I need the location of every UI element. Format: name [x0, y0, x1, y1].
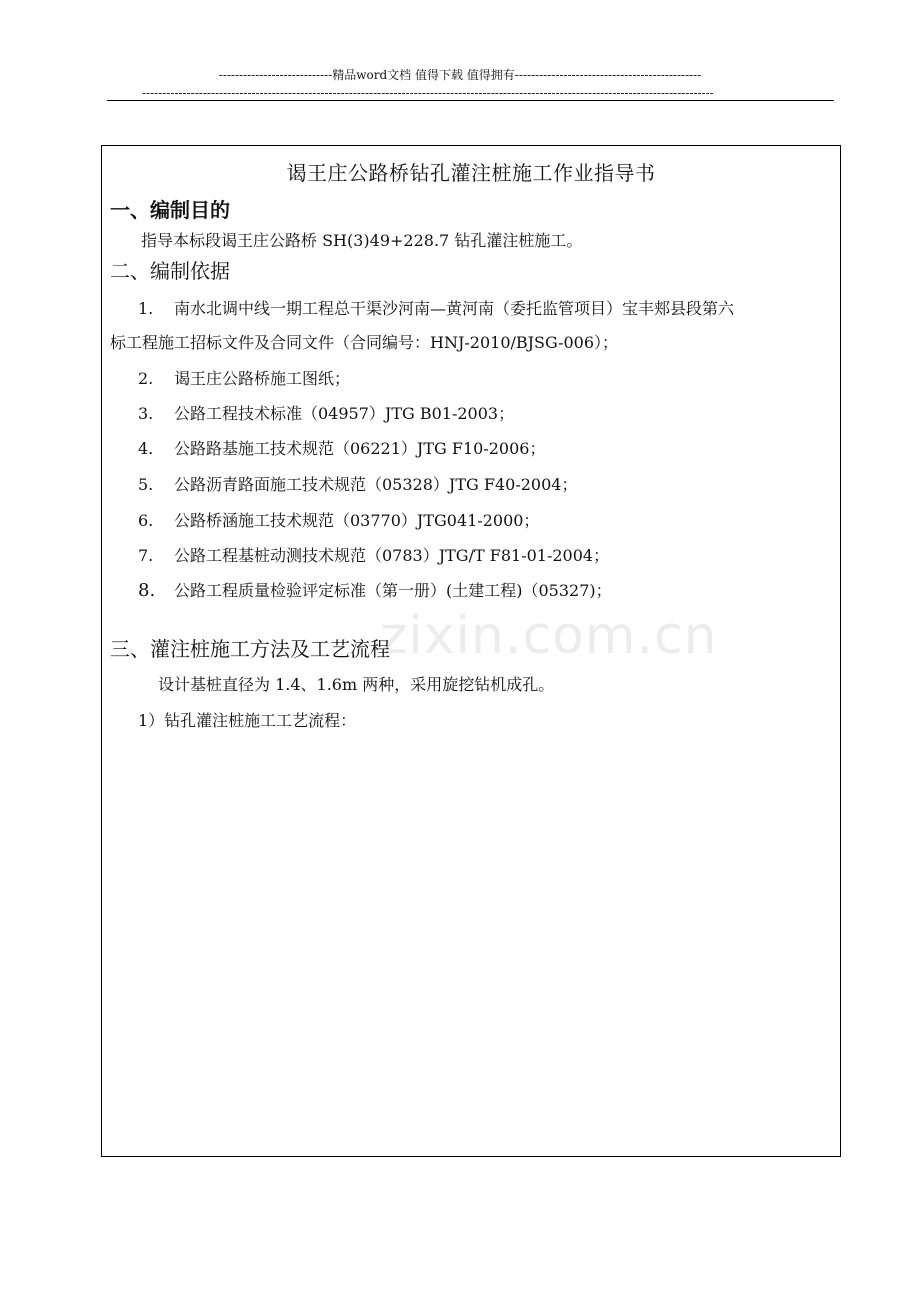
reference-item-4	[138, 436, 545, 459]
item-text: 公路桥涵施工技术规范（03770）JTG041-2000；	[174, 511, 540, 530]
item-text: 公路沥青路面施工技术规范（05328）JTG F40-2004；	[174, 475, 578, 494]
item-text: 谒王庄公路桥施工图纸；	[174, 369, 351, 388]
item-text: 南水北调中线一期工程总干渠沙河南—黄河南（委托监管项目）宝丰郏县段第六	[174, 299, 735, 318]
watermark-text: zixin.com.cn	[380, 606, 718, 666]
section-3-subheading: 1）钻孔灌注桩施工工艺流程：	[138, 711, 357, 730]
item-number: 5.	[138, 475, 154, 494]
page-header-dash-line: ---------------------------------------------------------------------------------------------------------------------------------------------	[142, 86, 714, 100]
section-3-heading: 三、灌注桩施工方法及工艺流程	[110, 637, 390, 661]
item-number: 6.	[138, 511, 154, 530]
header-rule	[107, 100, 834, 101]
item-number: 1.	[138, 299, 154, 318]
reference-item-3	[138, 401, 514, 424]
item-number: 8.	[138, 580, 156, 601]
page-header-banner: ----------------------------精品word文档 值得下载 值得拥有----------------------------------------------	[218, 68, 702, 82]
reference-item-1-line-2: 标工程施工招标文件及合同文件（合同编号：HNJ-2010/BJSG-006）；	[110, 333, 619, 352]
reference-item-2	[138, 366, 350, 389]
item-text: 公路工程基桩动测技术规范（0783）JTG/T F81-01-2004；	[174, 546, 610, 565]
reference-item-1-line-1	[138, 296, 734, 319]
section-2-heading: 二、编制依据	[110, 259, 230, 283]
item-text: 公路工程技术标准（04957）JTG B01-2003；	[174, 404, 515, 423]
item-number: 2.	[138, 369, 154, 388]
item-number: 3.	[138, 404, 154, 423]
section-1-text: 指导本标段谒王庄公路桥 SH(3)49+228.7 钻孔灌注桩施工。	[141, 231, 583, 250]
item-text: 公路工程质量检验评定标准（第一册）(土建工程)（05327)；	[174, 581, 612, 600]
section-1-heading: 一、编制目的	[110, 198, 230, 222]
reference-item-5	[138, 472, 577, 495]
reference-item-8	[138, 578, 612, 601]
reference-item-7	[138, 543, 609, 566]
section-3-text: 设计基桩直径为 1.4、1.6m 两种，采用旋挖钻机成孔。	[158, 675, 555, 694]
document-title: 谒王庄公路桥钻孔灌注桩施工作业指导书	[286, 161, 656, 185]
item-number: 4.	[138, 439, 154, 458]
item-number: 7.	[138, 546, 154, 565]
reference-item-6	[138, 508, 539, 531]
item-text: 公路路基施工技术规范（06221）JTG F10-2006；	[174, 439, 546, 458]
